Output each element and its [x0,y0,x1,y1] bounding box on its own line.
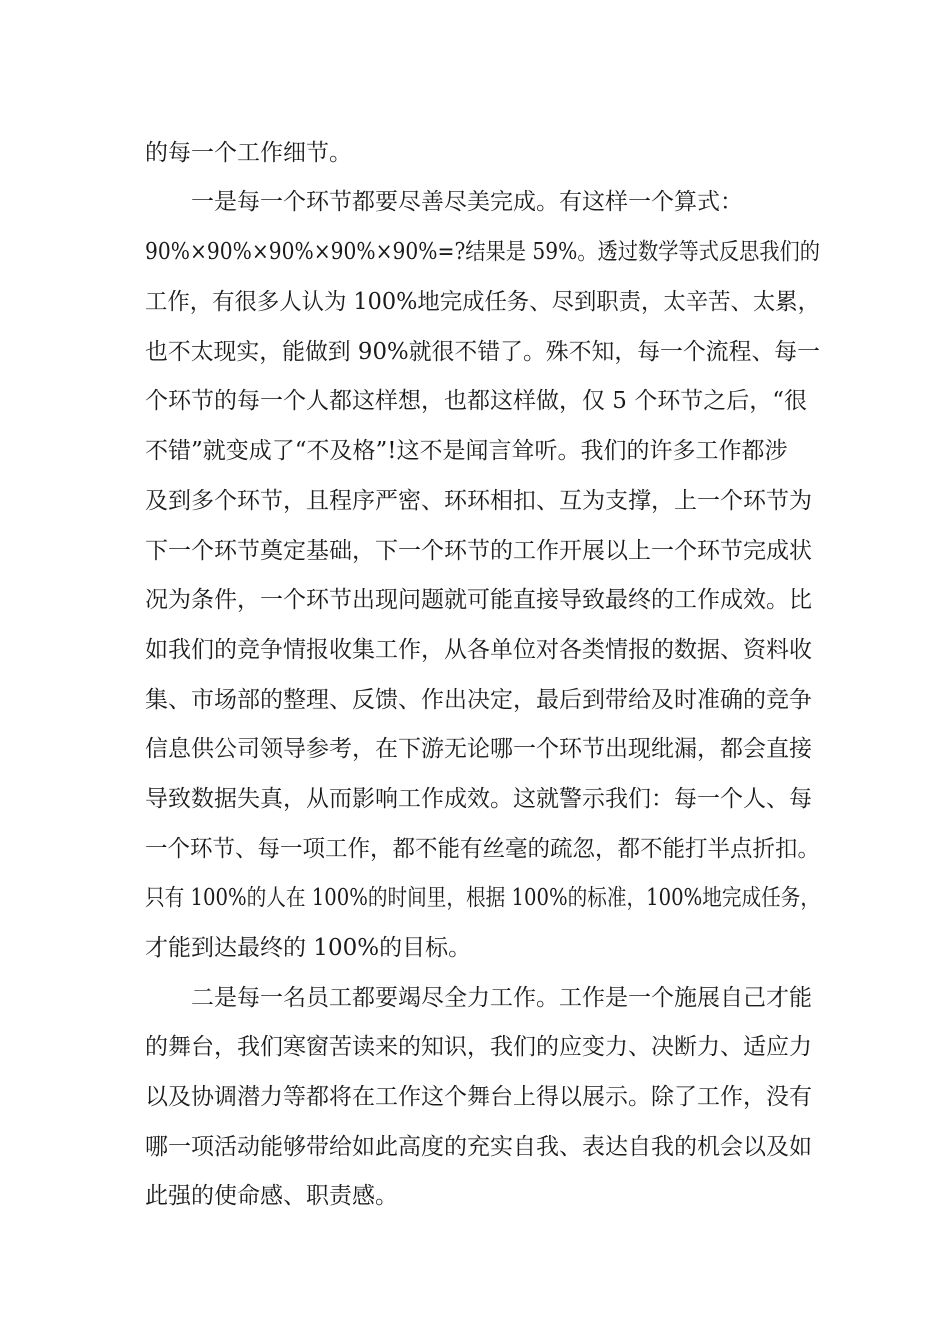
text-line [145,386,807,416]
line-text: 此强的使命感、职责感。 [145,1183,398,1209]
text-line [145,436,788,466]
line-text: 下一个环节奠定基础，下一个环节的工作开展以上一个环节完成状 [145,538,812,564]
line-text: 二是每一名员工都要竭尽全力工作。工作是一个施展自己才能 [191,985,812,1011]
line-text: 不错”就变成了“不及格”!这不是闻言耸听。我们的许多工作都涉 [145,438,788,464]
text-line [145,933,471,963]
line-text: 一是每一个环节都要尽善尽美完成。有这样一个算式： [191,189,743,215]
line-text: 以及协调潜力等都将在工作这个舞台上得以展示。除了工作，没有 [145,1084,812,1110]
paragraph-one-first-line [191,187,743,217]
text-line [145,1181,398,1211]
line-text: 才能到达最终的 100%的目标。 [145,935,472,961]
line-text: 的舞台，我们寒窗苦读来的知识，我们的应变力、决断力、适应力 [145,1034,812,1060]
text-line [145,685,812,715]
text-line [145,834,835,864]
line-text: 也不太现实，能做到 90%就很不错了。殊不知，每一个流程、每一 [145,339,820,365]
text-line [145,536,812,566]
line-text: 的每一个工作细节。 [145,140,352,166]
text-line [145,1032,812,1062]
text-line [145,635,812,665]
text-line [145,734,812,764]
text-line [145,486,812,516]
text-line [145,1082,812,1112]
text-line [145,337,824,367]
line-text: 只有 100%的人在 100%的时间里，根据 100%的标准，100%地完成任务， [145,885,820,911]
text-line [145,1132,812,1162]
text-line [145,784,812,814]
line-text: 如我们的竞争情报收集工作，从各单位对各类情报的数据、资料收 [145,637,812,663]
line-text: 况为条件，一个环节出现问题就可能直接导致最终的工作成效。比 [145,587,812,613]
line-text: 导致数据失真，从而影响工作成效。这就警示我们：每一个人、每 [145,786,812,812]
line-text: 个环节的每一个人都这样想，也都这样做，仅 5 个环节之后，“很 [145,388,808,414]
text-line [145,883,936,913]
text-line [145,585,812,615]
line-text: 集、市场部的整理、反馈、作出决定，最后到带给及时准确的竞争 [145,687,812,713]
text-line [145,138,352,168]
line-text: 哪一项活动能够带给如此高度的充实自我、表达自我的机会以及如 [145,1134,812,1160]
text-line [145,237,913,267]
line-text: 及到多个环节，且程序严密、环环相扣、互为支撑，上一个环节为 [145,488,812,514]
paragraph-two-first-line [191,983,812,1013]
line-text: 一个环节、每一项工作，都不能有丝毫的疏忽，都不能打半点折扣。 [145,836,820,862]
line-text: 工作，有很多人认为 100%地完成任务、尽到职责，太辛苦、太累， [145,289,820,315]
line-text: 90%×90%×90%×90%×90%=?结果是 59%。透过数学等式反思我们的 [145,239,820,265]
line-text: 信息供公司领导参考，在下游无论哪一个环节出现纰漏，都会直接 [145,736,812,762]
text-line [145,287,839,317]
